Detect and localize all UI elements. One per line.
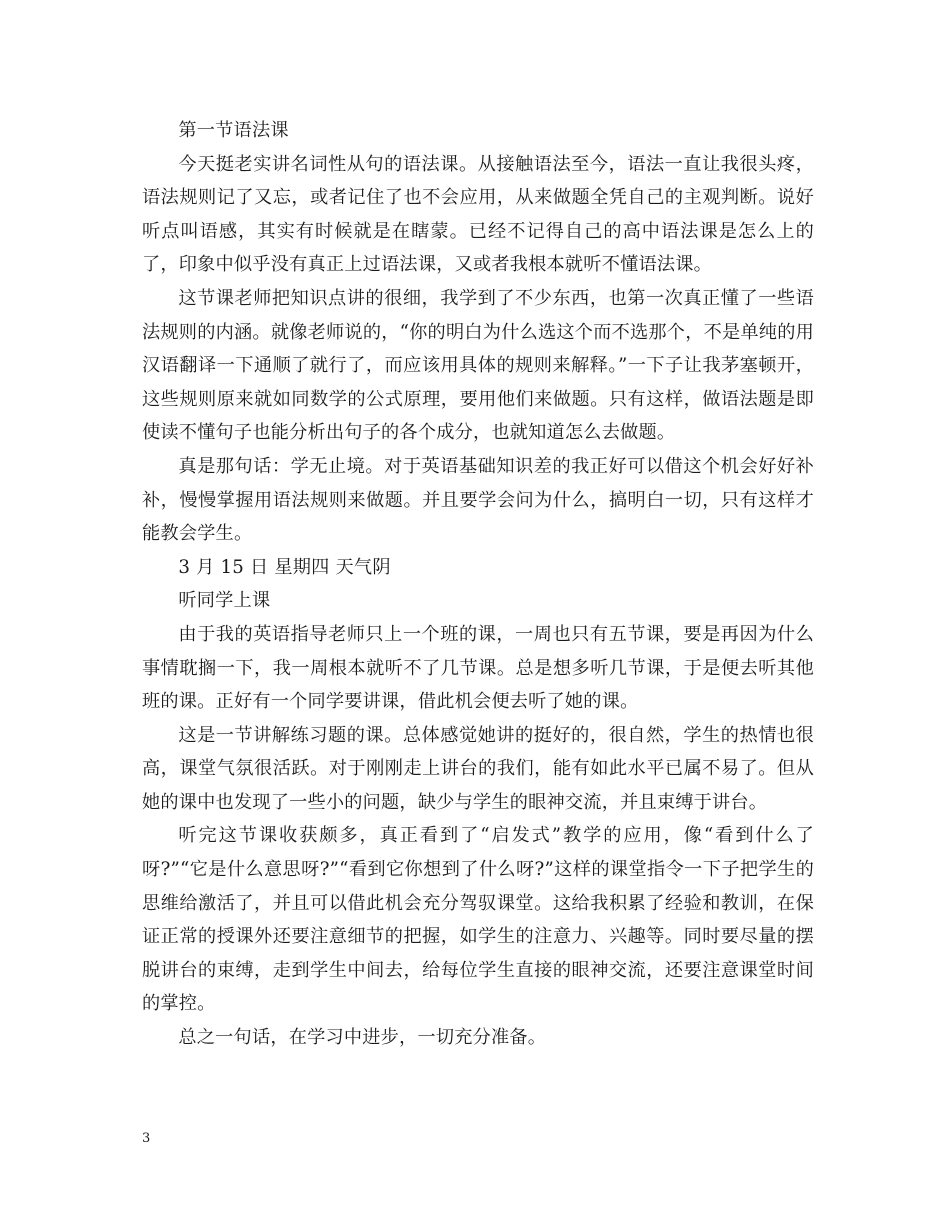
section-heading-observe-class: 听同学上课 (178, 590, 271, 612)
paragraph: 这节课老师把知识点讲的很细，我学到了不少东西，也第一次真正懂了一些语法规则的内涵。就像老师说的，“你的明白为什么选这个而不选那个，不是单纯的用汉语翻译一下通顺了就行了，而应该用具体的规则来解释。”一下子让我茅塞顿开，这些规则原来就如同数学的公式原理，要用他们来做题。只有这样，做语法题是即使读不懂句子也能分析出句子的各个成分，也就知道怎么去做题。 (142, 287, 814, 444)
paragraph: 总之一句话，在学习中进步，一切充分准备。 (178, 1027, 547, 1049)
paragraph: 听完这节课收获颇多，真正看到了“启发式”教学的应用，像“看到什么了呀?”“它是什么意思呀?”“看到它你想到了什么呀?”这样的课堂指令一下子把学生的思维给激活了，并且可以借此机会充分驾驭课堂。这给我积累了经验和教训，在保证正常的授课外还要注意细节的把握，如学生的注意力、兴趣等。同时要尽量的摆脱讲台的束缚，走到学生中间去，给每位学生直接的眼神交流，还要注意课堂时间的掌控。 (142, 825, 814, 1015)
section-heading-grammar-class: 第一节语法课 (178, 120, 289, 141)
paragraph: 这是一节讲解练习题的课。总体感觉她讲的挺好的，很自然，学生的热情也很高，课堂气氛很活跃。对于刚刚走上讲台的我们，能有如此水平已属不易了。但从她的课中也发现了一些小的问题，缺少与学生的眼神交流，并且束缚于讲台。 (142, 724, 814, 813)
paragraph: 真是那句话：学无止境。对于英语基础知识差的我正好可以借这个机会好好补补，慢慢掌握用语法规则来做题。并且要学会问为什么，搞明白一切，只有这样才能教会学生。 (142, 455, 814, 545)
document-body (142, 114, 814, 1055)
date-line: 3 月 15 日 星期四 天气阴 (178, 556, 391, 578)
page-number: 3 (142, 1131, 151, 1146)
paragraph: 由于我的英语指导老师只上一个班的课，一周也只有五节课，要是再因为什么事情耽搁一下，我一周根本就听不了几节课。总是想多听几节课，于是便去听其他班的课。正好有一个同学要讲课，借此机会便去听了她的课。 (142, 623, 814, 713)
paragraph: 今天挺老实讲名词性从句的语法课。从接触语法至今，语法一直让我很头疼，语法规则记了又忘，或者记住了也不会应用，从来做题全凭自己的主观判断。说好听点叫语感，其实有时候就是在瞎蒙。已经不记得自己的高中语法课是怎么上的了，印象中似乎没有真正上过语法课，又或者我根本就听不懂语法课。 (142, 153, 814, 276)
